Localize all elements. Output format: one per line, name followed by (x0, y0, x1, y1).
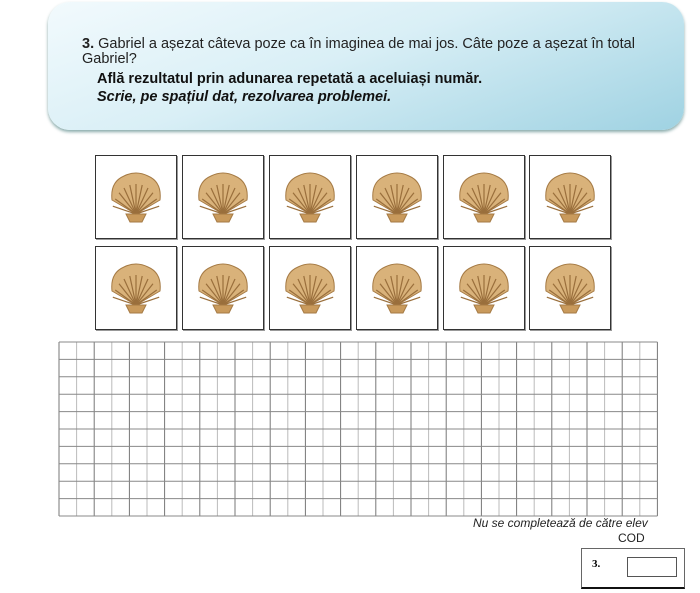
problem-task: Scrie, pe spațiul dat, rezolvarea problemei. (97, 89, 392, 105)
scallop-shell-icon (282, 170, 338, 224)
scallop-shell-icon (108, 170, 164, 224)
scallop-shell-icon (542, 170, 598, 224)
picture-card (182, 155, 264, 239)
scallop-shell-icon (108, 261, 164, 315)
scallop-shell-icon (456, 261, 512, 315)
score-field[interactable] (627, 557, 677, 577)
picture-card (95, 155, 177, 239)
scallop-shell-icon (542, 261, 598, 315)
item-number: 3. (592, 558, 601, 570)
scallop-shell-icon (195, 261, 251, 315)
picture-card (269, 246, 351, 330)
scallop-shell-icon (456, 170, 512, 224)
picture-card (443, 246, 525, 330)
scallop-shell-icon (369, 170, 425, 224)
problem-instruction: Află rezultatul prin adunarea repetată a aceluiași număr. (97, 71, 483, 87)
picture-card (182, 246, 264, 330)
picture-card (356, 246, 438, 330)
problem-text: Gabriel a așezat câteva poze ca în imaginea de mai jos. Câte poze a așezat în total Gabriel? (82, 36, 635, 67)
problem-number: 3. (82, 36, 95, 52)
picture-card (356, 155, 438, 239)
scallop-shell-icon (282, 261, 338, 315)
picture-card (95, 246, 177, 330)
grader-note: Nu se completează de către elev (473, 516, 648, 530)
problem-statement (82, 37, 682, 67)
cod-label: COD (618, 531, 645, 545)
picture-card (529, 246, 611, 330)
picture-card (269, 155, 351, 239)
scallop-shell-icon (369, 261, 425, 315)
problem-header (48, 2, 684, 130)
picture-card (529, 155, 611, 239)
answer-grid[interactable] (58, 341, 658, 517)
grading-box (581, 548, 685, 589)
picture-card (443, 155, 525, 239)
scallop-shell-icon (195, 170, 251, 224)
